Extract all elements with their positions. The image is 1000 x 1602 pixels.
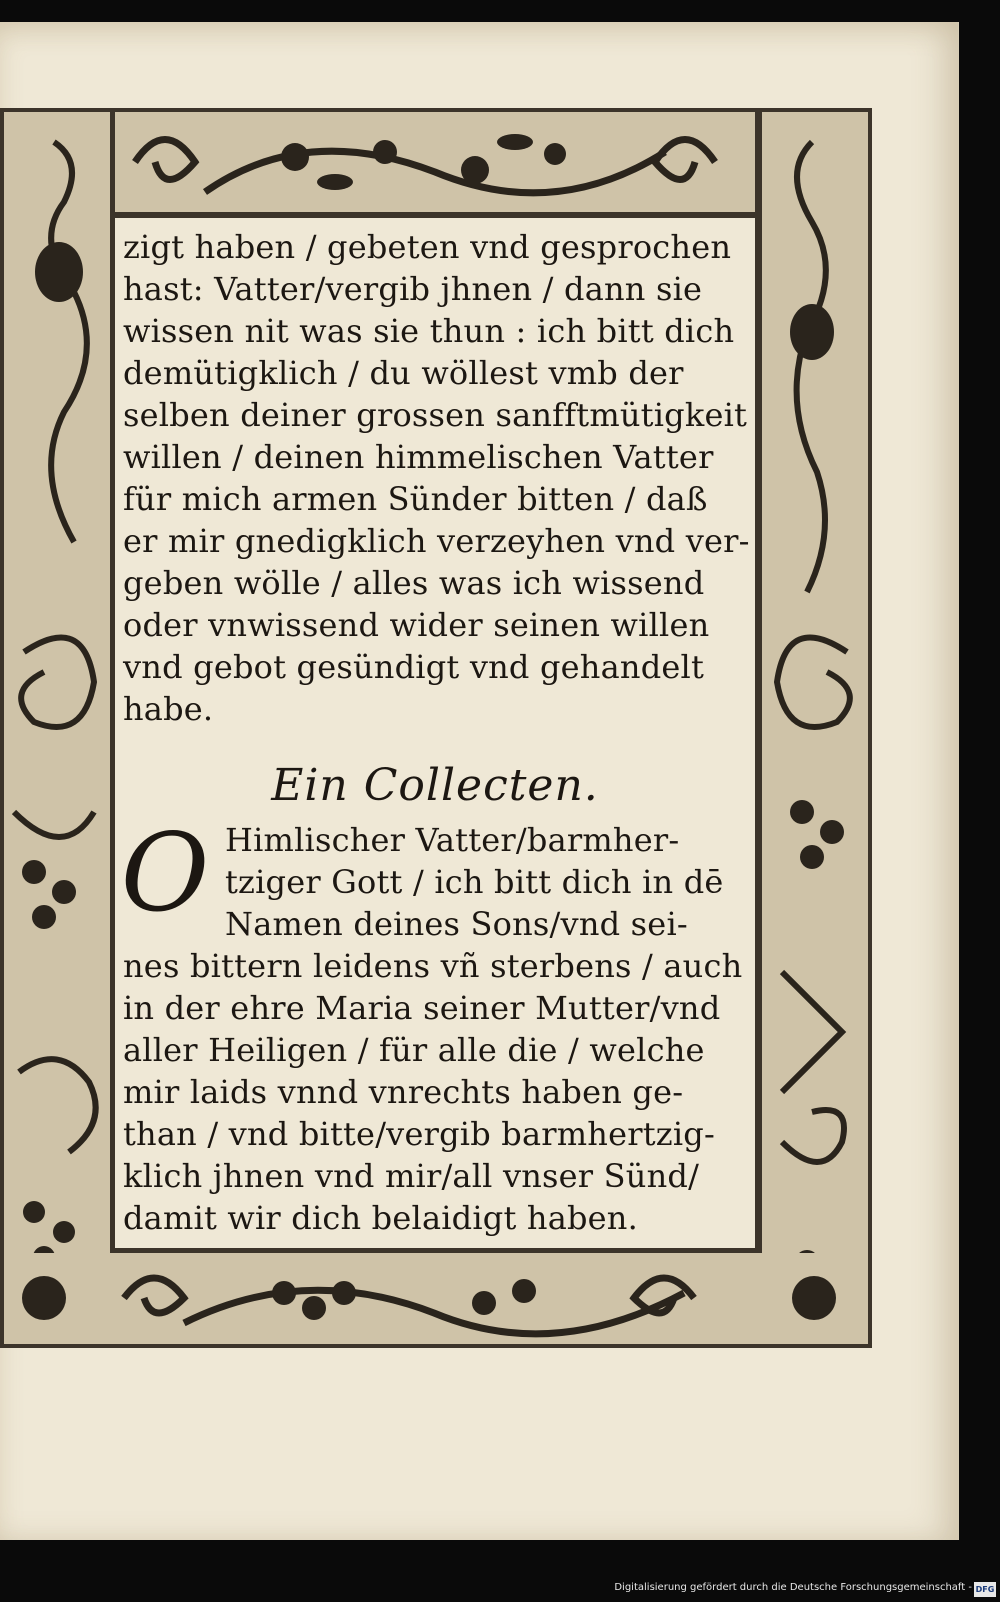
dfg-logo: DFG: [974, 1582, 996, 1597]
text-line: Himlischer Vatter/barmher-: [225, 821, 680, 859]
text-line: er mir gnedigklich verzeyhen vnd ver-: [123, 522, 750, 560]
text-line: geben wölle / alles was ich wissend: [123, 564, 705, 602]
top-ornament-band: [115, 112, 755, 212]
footer-bar: [0, 1580, 1000, 1602]
text-line: demütigklich / du wöllest vmb der: [123, 354, 684, 392]
text-line: habe.: [123, 690, 214, 728]
text-line: nes bittern leidens vñ sterbens / auch: [123, 947, 743, 985]
text-line: klich jhnen vnd mir/all vnser Sünd/: [123, 1157, 700, 1195]
text-line: damit wir dich belaidigt haben.: [123, 1199, 638, 1237]
text-line: zigt haben / gebeten vnd gesprochen: [123, 228, 732, 266]
text-line: in der ehre Maria seiner Mutter/vnd: [123, 989, 721, 1027]
text-line: willen / deinen himmelischen Vatter: [123, 438, 714, 476]
text-line: selben deiner grossen sanfftmütigkeit: [123, 396, 748, 434]
text-line: für mich armen Sünder bitten / daß: [123, 480, 708, 518]
left-ornament-column: [4, 112, 110, 1344]
decorated-initial: O: [120, 811, 210, 936]
bottom-ornament-band: [4, 1253, 868, 1344]
text-line: oder vnwissend wider seinen willen: [123, 606, 710, 644]
text-line: wissen nit was sie thun : ich bitt dich: [123, 312, 735, 350]
text-line: aller Heiligen / für alle die / welche: [123, 1031, 705, 1069]
figure-and-fruit-ornament: [4, 112, 110, 1344]
text-line: than / vnd bitte/vergib barmhertzig-: [123, 1115, 715, 1153]
text-line: hast: Vatter/vergib jhnen / dann sie: [123, 270, 703, 308]
text-line: mir laids vnnd vnrechts haben ge-: [123, 1073, 684, 1111]
scroll-fruit-ornament: [4, 1253, 868, 1344]
text-line: Namen deines Sons/vnd sei-: [225, 905, 688, 943]
figure-and-foliage-ornament: [762, 112, 868, 1344]
right-ornament-column: [762, 112, 868, 1344]
woodcut-border-frame: [0, 108, 872, 1348]
main-text-block: [115, 218, 755, 730]
text-panel: [115, 218, 755, 1248]
collect-heading: Ein Collecten.: [271, 760, 599, 811]
book-page: [0, 22, 959, 1540]
collect-text-block: [115, 811, 755, 1239]
funding-credit: Digitalisierung gefördert durch die Deutsche Forschungsgemeinschaft -: [614, 1582, 972, 1593]
text-line: tziger Gott / ich bitt dich in dē: [225, 863, 724, 901]
text-line: vnd gebot gesündigt vnd gehandelt: [123, 648, 705, 686]
scroll-vine-ornament: [115, 112, 755, 212]
